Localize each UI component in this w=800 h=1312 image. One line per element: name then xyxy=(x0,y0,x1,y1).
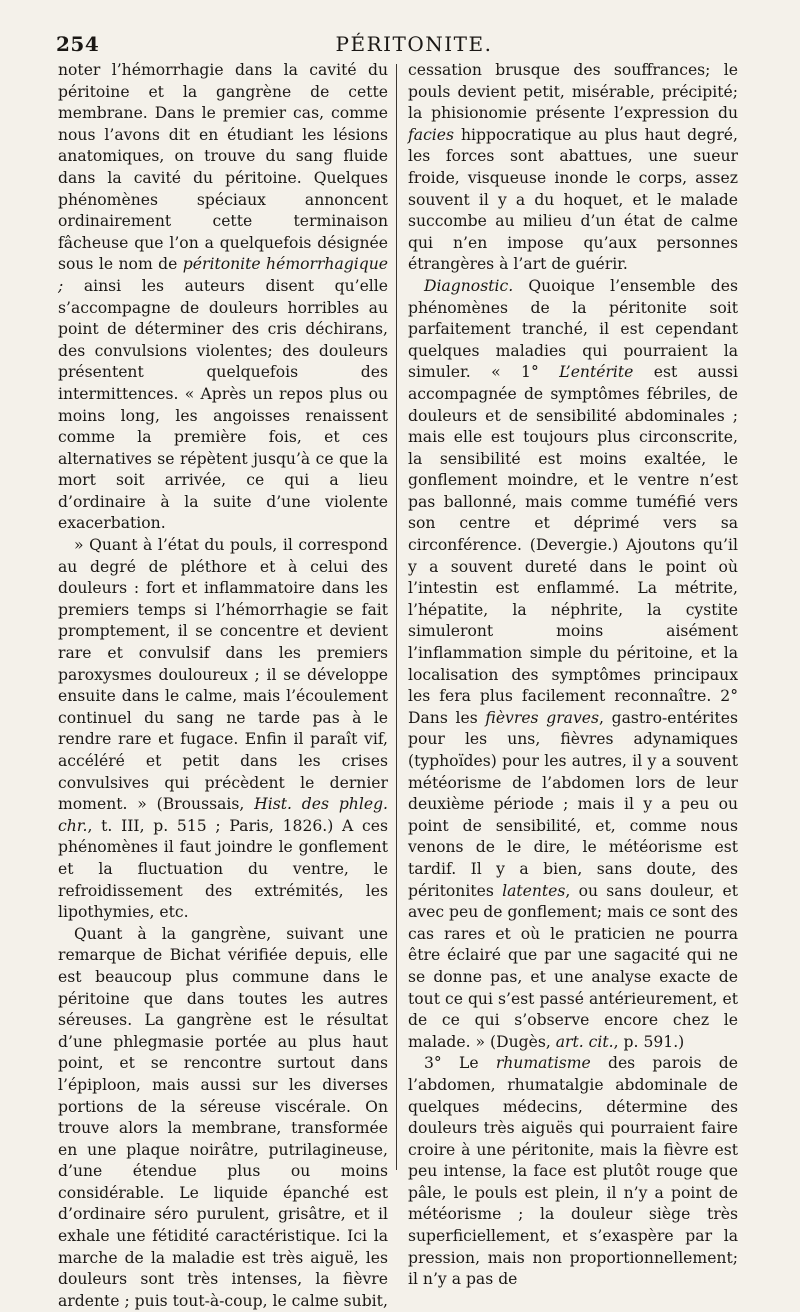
paragraph xyxy=(408,1053,738,1291)
text-run: est aussi accompagnée de symptômes fébriles, de douleurs et de sensibilité abdominales ; mais elle est toujours plus circonscrite, la sensibilité est moins exaltée, le gonflement moindre, et le ventre n’est pas ballonné, mais comme tuméfié vers son centre et déprimé vers sa circonférence. (Devergie.) Ajoutons qu’il y a souvent dureté dans le point où l’intestin est enflammé. La métrite, l’hépatite, la néphrite, la cystite simuleront moins aisément l’inflammation simple du péritoine, et la localisation des symptômes principaux les fera plus facilement reconnaître. 2° Dans les xyxy=(408,363,738,727)
text-run: des parois de l’abdomen, rhumatalgie abdominale de quelques médecins, détermine des douleurs très aiguës qui pourraient faire croire à une péritonite, mais la fièvre est peu intense, la face est plutôt rouge que pâle, le pouls est plein, il n’y a point de météorisme ; la douleur siège très superficiellement, et s’exaspère par la pression, mais non proportionnellement; il n’y a pas de xyxy=(408,1054,739,1289)
paragraph xyxy=(58,60,388,535)
page-header xyxy=(56,32,772,60)
text-run: , t. III, p. 515 ; Paris, 1826.) A ces phénomènes il faut joindre le gonflement et la fluctuation du ventre, le refroidissement des extrémités, les lipothymies, etc. xyxy=(58,816,388,922)
italic-text: facies xyxy=(408,125,455,144)
paragraph xyxy=(58,924,388,1312)
running-title: PÉRITONITE. xyxy=(335,32,493,56)
left-column xyxy=(58,60,389,1310)
paragraph xyxy=(58,535,388,924)
column-divider xyxy=(396,64,397,1170)
page-number: 254 xyxy=(56,32,100,56)
italic-text: fièvres graves xyxy=(485,708,599,727)
text-run: Quant à la gangrène, suivant une remarque de Bichat vérifiée depuis, elle est beaucoup plus commune dans le péritoine que dans toutes les autres séreuses. La gangrène est le résultat d’une phlegmasie portée au plus haut point, et se rencontre surtout dans l’épiploon, mais aussi sur les diverses portions de la séreuse viscérale. On trouve alors la membrane, transformée en une plaque noirâtre, putrilagineuse, d’une étendue plus ou moins considérable. Le liquide épanché est d’ordinaire séro purulent, grisâtre, et il exhale une fétidité caractéristique. Ici la marche de la maladie est très aiguë, les douleurs sont très intenses, la fièvre ardente ; puis tout-à-coup, le calme subit, xyxy=(58,924,388,1310)
text-run: noter l’hémorrhagie dans la cavité du péritoine et la gangrène de cette membrane. Dans le premier cas, comme nous l’avons dit en étudiant les lésions anatomiques, on trouve du sang fluide dans la cavité du péritoine. Quelques phénomènes spéciaux annoncent ordinairement cette terminaison fâcheuse que l’on a quelquefois désignée sous le nom de xyxy=(58,61,388,274)
text-run: Quoique l’ensemble des phénomènes de la péritonite soit parfaitement tranché, il est cependant quelques maladies qui pourraient la simuler. « 1° xyxy=(408,276,738,382)
text-run: cessation brusque des souffrances; le pouls devient petit, misérable, précipité; la phisionomie présente l’expression du xyxy=(408,61,738,123)
italic-text: Hist. des phleg. chr. xyxy=(58,795,389,835)
italic-text: latentes xyxy=(502,881,566,900)
text-run: , ou sans douleur, et avec peu de gonflement; mais ce sont des cas rares et où le praticien ne pourra être éclairé que par une sagacité qui ne se donne pas, et une analyse exacte de tout ce qui s’est passé antérieurement, et de ce qui s’observe encore chez le malade. » (Dugès, xyxy=(408,881,738,1051)
paragraph xyxy=(408,60,738,276)
text-run: , p. 591.) xyxy=(613,1032,685,1051)
italic-text: Diagnostic. xyxy=(424,276,514,295)
italic-text: rhumatisme xyxy=(495,1054,591,1073)
italic-text: art. cit. xyxy=(555,1032,614,1051)
text-run: ainsi les auteurs disent qu’elle s’accompagne de douleurs horribles au point de déterminer des cris déchirans, des convulsions violentes; des douleurs présentent quelquefois des intermittences. « Après un repos plus ou moins long, les angoisses renaissent comme la première fois, et ces alternatives se répètent jusqu’à ce que la mort soit arrivée, ce qui a lieu d’ordinaire à la suite d’une violente exacerbation. xyxy=(58,276,388,533)
text-run: 3° Le xyxy=(424,1054,496,1073)
text-run: hippocratique au plus haut degré, les forces sont abattues, une sueur froide, visqueuse inonde le corps, assez souvent il y a du hoquet, et le malade succombe au milieu d’un état de calme qui n’en impose qu’aux personnes étrangères à l’art de guérir. xyxy=(408,125,738,274)
paragraph xyxy=(408,276,738,1053)
text-run: , gastro-entérites pour les uns, fièvres adynamiques (typhoïdes) pour les autres, il y a souvent météorisme de l’abdomen lors de leur deuxième période ; mais il y a peu ou point de sensibilité, et, comme nous venons de le dire, le météorisme est tardif. Il y a bien, sans doute, des péritonites xyxy=(408,708,738,900)
italic-text: péritonite hémorrhagique ; xyxy=(58,255,388,295)
right-column xyxy=(408,60,739,1289)
text-run: » Quant à l’état du pouls, il correspond au degré de pléthore et à celui des douleurs : fort et inflammatoire dans les premiers temps si l’hémorrhagie se fait promptement, il se concentre et devient rare et convulsif dans les premiers paroxysmes douloureux ; il se développe ensuite dans le calme, mais l’écoulement continuel du sang ne tarde pas à le rendre rare et fugace. Enfin il paraît vif, accéléré et petit dans les crises convulsives qui précèdent le dernier moment. » (Broussais, xyxy=(58,536,388,814)
italic-text: L’entérite xyxy=(559,363,634,382)
